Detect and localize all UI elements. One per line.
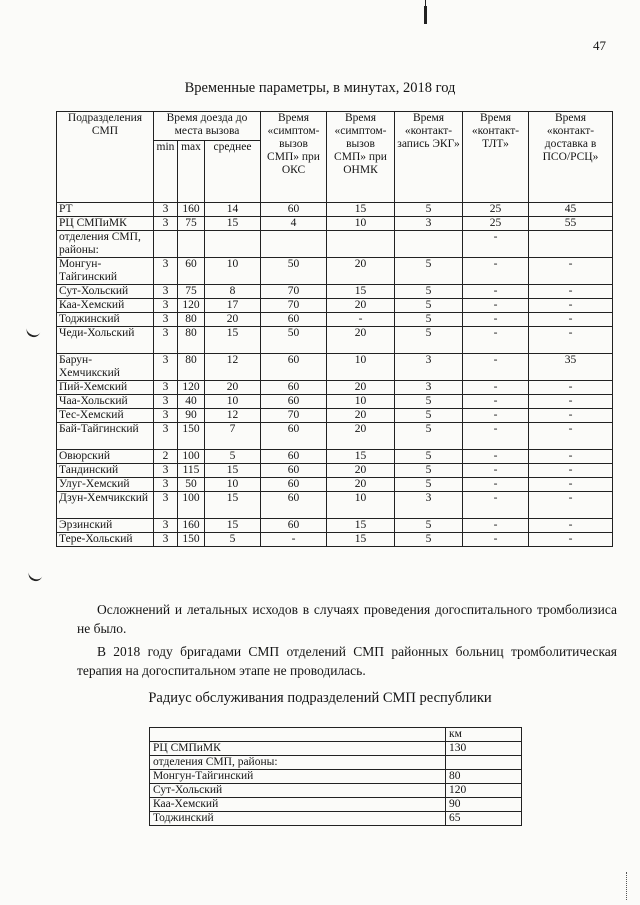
cell-acs	[261, 231, 327, 258]
cell-avg: 5	[205, 450, 261, 464]
radius-value	[446, 756, 522, 770]
cell-pso: -	[529, 285, 613, 299]
cell-acs: 60	[261, 313, 327, 327]
cell-min: 2	[154, 450, 178, 464]
row-unit-name: Каа-Хемский	[57, 299, 154, 313]
cell-max: 160	[178, 519, 205, 533]
table-row	[57, 381, 613, 395]
cell-tlt: -	[463, 492, 529, 519]
cell-acute: 20	[327, 478, 395, 492]
timing-table	[56, 111, 613, 547]
cell-max: 80	[178, 354, 205, 381]
cell-acute: 20	[327, 327, 395, 354]
row-unit-name: Чаа-Хольский	[57, 395, 154, 409]
cell-min: 3	[154, 299, 178, 313]
cell-tlt: -	[463, 299, 529, 313]
cell-avg: 12	[205, 354, 261, 381]
radius-value: 90	[446, 798, 522, 812]
cell-min: 3	[154, 203, 178, 217]
cell-ecg: 3	[395, 381, 463, 395]
cell-tlt: -	[463, 478, 529, 492]
row-unit-name: Пий-Хемский	[57, 381, 154, 395]
cell-max: 150	[178, 423, 205, 450]
cell-acute: 20	[327, 409, 395, 423]
cell-ecg: 3	[395, 217, 463, 231]
cell-tlt: 25	[463, 203, 529, 217]
radius-value: 130	[446, 742, 522, 756]
cell-pso: -	[529, 299, 613, 313]
cell-acs: 60	[261, 464, 327, 478]
table-row	[150, 812, 522, 826]
cell-acs: -	[261, 533, 327, 547]
table-row	[57, 299, 613, 313]
cell-acs: 60	[261, 478, 327, 492]
cell-tlt: -	[463, 327, 529, 354]
cell-pso: -	[529, 381, 613, 395]
cell-max: 90	[178, 409, 205, 423]
table-row	[57, 203, 613, 217]
cell-avg: 15	[205, 464, 261, 478]
scan-artifact	[626, 872, 631, 900]
cell-avg: 15	[205, 327, 261, 354]
cell-acute: 15	[327, 203, 395, 217]
cell-acute: 15	[327, 450, 395, 464]
row-unit-name: Тес-Хемский	[57, 409, 154, 423]
cell-tlt: -	[463, 231, 529, 258]
row-unit-name: Тандинский	[57, 464, 154, 478]
cell-ecg: 5	[395, 450, 463, 464]
cell-tlt: -	[463, 533, 529, 547]
cell-max: 100	[178, 492, 205, 519]
row-unit-name: Дзун-Хемчикский	[57, 492, 154, 519]
cell-max: 115	[178, 464, 205, 478]
cell-pso: -	[529, 395, 613, 409]
cell-min: 3	[154, 519, 178, 533]
cell-pso: -	[529, 423, 613, 450]
cell-acute: 10	[327, 217, 395, 231]
header-pso: Время «контакт-доставка в ПСО/РСЦ»	[529, 112, 613, 203]
cell-pso: -	[529, 313, 613, 327]
cell-tlt: 25	[463, 217, 529, 231]
table-row	[150, 756, 522, 770]
cell-acute: 15	[327, 519, 395, 533]
cell-acs: 60	[261, 395, 327, 409]
cell-pso: -	[529, 409, 613, 423]
radius-value: 120	[446, 784, 522, 798]
cell-acute: 20	[327, 423, 395, 450]
cell-acute: 20	[327, 381, 395, 395]
cell-max: 50	[178, 478, 205, 492]
radius-header-blank	[150, 728, 446, 742]
cell-acs: 60	[261, 381, 327, 395]
cell-acs: 60	[261, 354, 327, 381]
cell-avg: 20	[205, 313, 261, 327]
table-row	[150, 742, 522, 756]
radius-table	[149, 727, 522, 826]
cell-ecg: 5	[395, 299, 463, 313]
cell-ecg: 5	[395, 313, 463, 327]
cell-tlt: -	[463, 519, 529, 533]
cell-tlt: -	[463, 450, 529, 464]
table-row	[150, 770, 522, 784]
cell-avg: 10	[205, 395, 261, 409]
cell-avg: 15	[205, 492, 261, 519]
cell-pso: -	[529, 478, 613, 492]
table-row	[57, 519, 613, 533]
header-avg: среднее	[205, 141, 261, 203]
cell-acute: -	[327, 313, 395, 327]
radius-unit-name: Сут-Хольский	[150, 784, 446, 798]
cell-min: 3	[154, 313, 178, 327]
table-row	[57, 217, 613, 231]
cell-pso: 55	[529, 217, 613, 231]
cell-acs: 60	[261, 423, 327, 450]
cell-tlt: -	[463, 381, 529, 395]
row-unit-name: РЦ СМПиМК	[57, 217, 154, 231]
cell-acs: 50	[261, 258, 327, 285]
cell-tlt: -	[463, 285, 529, 299]
table-row	[57, 327, 613, 354]
cell-min	[154, 231, 178, 258]
cell-ecg: 5	[395, 533, 463, 547]
cell-pso: -	[529, 258, 613, 285]
cell-max	[178, 231, 205, 258]
margin-tick-mark	[25, 325, 41, 339]
table-row	[57, 409, 613, 423]
cell-ecg: 5	[395, 203, 463, 217]
row-unit-name: Эрзинский	[57, 519, 154, 533]
cell-max: 80	[178, 313, 205, 327]
radius-unit-name: отделения СМП, районы:	[150, 756, 446, 770]
cell-tlt: -	[463, 258, 529, 285]
cell-pso: -	[529, 450, 613, 464]
table-row	[57, 354, 613, 381]
table-row	[57, 285, 613, 299]
cell-max: 75	[178, 217, 205, 231]
cell-tlt: -	[463, 464, 529, 478]
table-row	[150, 784, 522, 798]
cell-acute: 20	[327, 299, 395, 313]
table-row	[57, 478, 613, 492]
cell-max: 160	[178, 203, 205, 217]
cell-acute: 15	[327, 285, 395, 299]
table-row	[57, 492, 613, 519]
cell-ecg: 5	[395, 464, 463, 478]
cell-acute: 10	[327, 395, 395, 409]
cell-ecg: 5	[395, 258, 463, 285]
radius-value: 65	[446, 812, 522, 826]
radius-unit-name: РЦ СМПиМК	[150, 742, 446, 756]
page-number: 47	[593, 38, 606, 53]
cell-pso: 45	[529, 203, 613, 217]
cell-avg: 15	[205, 519, 261, 533]
cell-pso: 35	[529, 354, 613, 381]
cell-min: 3	[154, 381, 178, 395]
cell-acute	[327, 231, 395, 258]
cell-pso: -	[529, 327, 613, 354]
row-unit-name: Тоджинский	[57, 313, 154, 327]
cell-avg: 20	[205, 381, 261, 395]
header-ecg: Время «контакт-запись ЭКГ»	[395, 112, 463, 203]
margin-tick-mark	[27, 569, 43, 583]
row-unit-name: Чеди-Хольский	[57, 327, 154, 354]
row-unit-name: РТ	[57, 203, 154, 217]
header-unit: Подразделения СМП	[57, 112, 154, 203]
cell-avg: 12	[205, 409, 261, 423]
paragraph-therapy: В 2018 году бригадами СМП отделений СМП районных больниц тромболитическая терапия на догоспитальном этапе не проводилась.	[77, 644, 617, 678]
radius-header-km: км	[446, 728, 522, 742]
cell-ecg: 3	[395, 492, 463, 519]
header-max: max	[178, 141, 205, 203]
cell-ecg: 5	[395, 327, 463, 354]
radius-value: 80	[446, 770, 522, 784]
cell-acs: 60	[261, 450, 327, 464]
cell-ecg: 5	[395, 285, 463, 299]
cell-acs: 60	[261, 519, 327, 533]
scan-artifact	[424, 6, 427, 24]
cell-min: 3	[154, 285, 178, 299]
cell-min: 3	[154, 395, 178, 409]
cell-min: 3	[154, 478, 178, 492]
header-travel-time: Время доезда до места вызова	[154, 112, 261, 141]
cell-tlt: -	[463, 354, 529, 381]
cell-pso: -	[529, 533, 613, 547]
cell-max: 80	[178, 327, 205, 354]
table-row	[57, 464, 613, 478]
cell-min: 3	[154, 409, 178, 423]
cell-max: 60	[178, 258, 205, 285]
cell-acs: 4	[261, 217, 327, 231]
cell-ecg: 5	[395, 395, 463, 409]
table-row	[57, 313, 613, 327]
cell-avg: 14	[205, 203, 261, 217]
header-acs: Время «симптом-вызов СМП» при ОКС	[261, 112, 327, 203]
cell-min: 3	[154, 533, 178, 547]
row-unit-name: Барун-Хемчикский	[57, 354, 154, 381]
cell-max: 120	[178, 299, 205, 313]
cell-min: 3	[154, 423, 178, 450]
cell-avg: 15	[205, 217, 261, 231]
cell-acs: 60	[261, 492, 327, 519]
cell-avg: 5	[205, 533, 261, 547]
cell-acs: 70	[261, 409, 327, 423]
cell-pso	[529, 231, 613, 258]
table-row	[57, 231, 613, 258]
cell-ecg: 5	[395, 409, 463, 423]
cell-max: 100	[178, 450, 205, 464]
cell-avg: 17	[205, 299, 261, 313]
cell-max: 150	[178, 533, 205, 547]
cell-acute: 10	[327, 354, 395, 381]
row-unit-name: Бай-Тайгинский	[57, 423, 154, 450]
table-row	[150, 798, 522, 812]
row-unit-name: Монгун-Тайгинский	[57, 258, 154, 285]
radius-unit-name: Тоджинский	[150, 812, 446, 826]
table-row	[57, 423, 613, 450]
cell-tlt: -	[463, 423, 529, 450]
header-tlt: Время «контакт-ТЛТ»	[463, 112, 529, 203]
table-row	[57, 450, 613, 464]
cell-max: 75	[178, 285, 205, 299]
cell-avg: 10	[205, 258, 261, 285]
table-row	[57, 258, 613, 285]
cell-acs: 60	[261, 203, 327, 217]
cell-acs: 70	[261, 299, 327, 313]
table-row	[57, 395, 613, 409]
cell-avg	[205, 231, 261, 258]
cell-acs: 70	[261, 285, 327, 299]
table-row	[57, 533, 613, 547]
cell-min: 3	[154, 354, 178, 381]
table1-title: Временные параметры, в минутах, 2018 год	[184, 80, 456, 96]
cell-pso: -	[529, 492, 613, 519]
cell-tlt: -	[463, 395, 529, 409]
row-unit-name: Улуг-Хемский	[57, 478, 154, 492]
paragraph-complications: Осложнений и летальных исходов в случаях проведения догоспитального тромболизиса не было.	[77, 602, 617, 636]
cell-min: 3	[154, 217, 178, 231]
row-unit-name: Сут-Хольский	[57, 285, 154, 299]
cell-acute: 10	[327, 492, 395, 519]
cell-ecg: 3	[395, 354, 463, 381]
cell-ecg	[395, 231, 463, 258]
cell-tlt: -	[463, 313, 529, 327]
radius-unit-name: Монгун-Тайгинский	[150, 770, 446, 784]
cell-min: 3	[154, 327, 178, 354]
radius-unit-name: Каа-Хемский	[150, 798, 446, 812]
header-min: min	[154, 141, 178, 203]
cell-ecg: 5	[395, 478, 463, 492]
table2-title: Радиус обслуживания подразделений СМП республики	[148, 690, 492, 706]
cell-acs: 50	[261, 327, 327, 354]
row-unit-name: Овюрский	[57, 450, 154, 464]
cell-pso: -	[529, 519, 613, 533]
cell-min: 3	[154, 464, 178, 478]
cell-min: 3	[154, 258, 178, 285]
cell-acute: 20	[327, 258, 395, 285]
row-unit-name: отделения СМП, районы:	[57, 231, 154, 258]
cell-acute: 15	[327, 533, 395, 547]
cell-ecg: 5	[395, 423, 463, 450]
cell-tlt: -	[463, 409, 529, 423]
cell-avg: 10	[205, 478, 261, 492]
cell-max: 120	[178, 381, 205, 395]
cell-acute: 20	[327, 464, 395, 478]
cell-avg: 8	[205, 285, 261, 299]
cell-max: 40	[178, 395, 205, 409]
row-unit-name: Тере-Хольский	[57, 533, 154, 547]
cell-min: 3	[154, 492, 178, 519]
cell-ecg: 5	[395, 519, 463, 533]
cell-avg: 7	[205, 423, 261, 450]
cell-pso: -	[529, 464, 613, 478]
header-acute-stroke: Время «симптом-вызов СМП» при ОНМК	[327, 112, 395, 203]
